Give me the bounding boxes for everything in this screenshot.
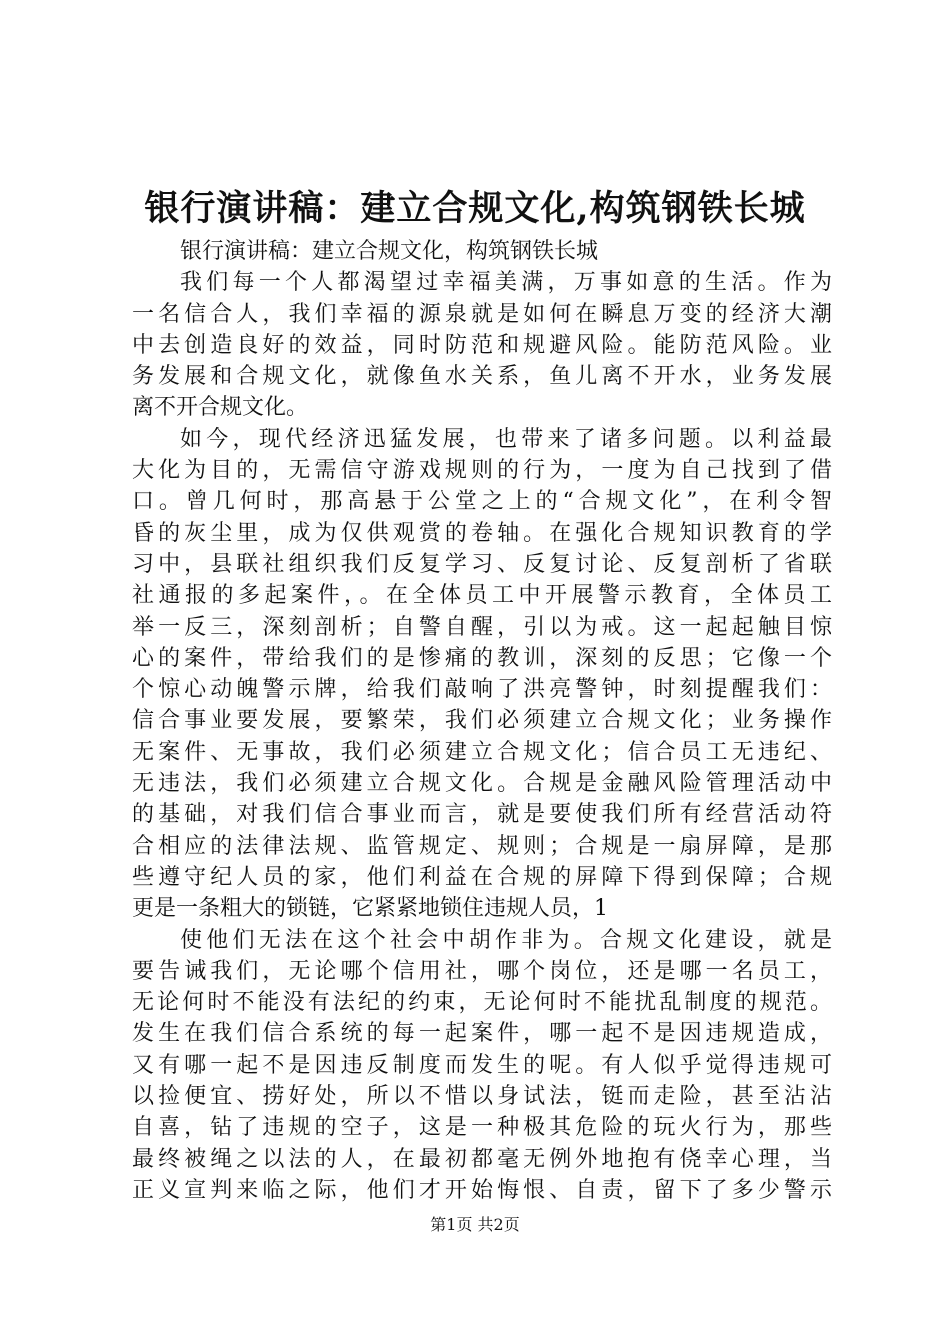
text-line: 口。曾几何时，那高悬于公堂之上的“合规文化”，在利令智	[132, 489, 832, 515]
text-line: 以捡便宜、捞好处，所以不惜以身试法，铤而走险，甚至沾沾	[132, 1084, 832, 1110]
text-line: 如今，现代经济迅猛发展，也带来了诸多问题。以利益最	[180, 426, 832, 452]
document-title: 银行演讲稿：建立合规文化,构筑钢铁长城	[144, 188, 806, 229]
text-line: 心的案件，带给我们的是惨痛的教训，深刻的反思；它像一个	[132, 645, 832, 671]
text-line: 无论何时不能没有法纪的约束，无论何时不能扰乱制度的规范。	[132, 990, 832, 1016]
text-line: 使他们无法在这个社会中胡作非为。合规文化建设，就是	[180, 927, 832, 953]
text-line: 离不开合规文化。	[132, 395, 309, 421]
text-line: 举一反三，深刻剖析；自警自醒，引以为戒。这一起起触目惊	[132, 614, 832, 640]
text-line: 些遵守纪人员的家，他们利益在合规的屏障下得到保障；合规	[132, 864, 832, 890]
text-line: 最终被绳之以法的人，在最初都毫无例外地抱有侥幸心理，当	[132, 1146, 832, 1172]
page-footer: 第1页 共2页	[430, 1215, 520, 1234]
text-line: 习中，县联社组织我们反复学习、反复讨论、反复剖析了省联	[132, 551, 832, 577]
text-line: 务发展和合规文化，就像鱼水关系，鱼儿离不开水，业务发展	[132, 364, 832, 390]
text-line: 无案件、无事故，我们必须建立合规文化；信合员工无违纪、	[132, 739, 832, 765]
text-line: 自喜，钻了违规的空子，这是一种极其危险的玩火行为，那些	[132, 1115, 832, 1141]
text-line: 我们每一个人都渴望过幸福美满，万事如意的生活。作为	[180, 270, 832, 296]
text-line: 的基础，对我们信合事业而言，就是要使我们所有经营活动符	[132, 802, 832, 828]
text-line: 银行演讲稿：建立合规文化，构筑钢铁长城	[180, 239, 599, 264]
text-line: 无违法，我们必须建立合规文化。合规是金融风险管理活动中	[132, 771, 832, 797]
text-line: 信合事业要发展，要繁荣，我们必须建立合规文化；业务操作	[132, 708, 832, 734]
text-line: 正义宣判来临之际，他们才开始悔恨、自责，留下了多少警示	[132, 1177, 832, 1203]
text-line: 中去创造良好的效益，同时防范和规避风险。能防范风险。业	[132, 332, 832, 358]
text-line: 昏的灰尘里，成为仅供观赏的卷轴。在强化合规知识教育的学	[132, 520, 832, 546]
text-line: 个惊心动魄警示牌，给我们敲响了洪亮警钟，时刻提醒我们：	[132, 677, 832, 703]
text-line: 一名信合人，我们幸福的源泉就是如何在瞬息万变的经济大潮	[132, 301, 832, 327]
text-line: 要告诫我们，无论哪个信用社，哪个岗位，还是哪一名员工，	[132, 958, 832, 984]
text-line: 发生在我们信合系统的每一起案件，哪一起不是因违规造成，	[132, 1021, 832, 1047]
text-line: 合相应的法律法规、监管规定、规则；合规是一扇屏障，是那	[132, 833, 832, 859]
text-line: 社通报的多起案件，。在全体员工中开展警示教育，全体员工	[132, 583, 832, 609]
text-line: 又有哪一起不是因违反制度而发生的呢。有人似乎觉得违规可	[132, 1052, 832, 1078]
text-line: 大化为目的，无需信守游戏规则的行为，一度为自己找到了借	[132, 458, 832, 484]
document-body	[132, 236, 832, 1206]
text-line: 更是一条粗大的锁链，它紧紧地锁住违规人员，1	[132, 896, 608, 922]
